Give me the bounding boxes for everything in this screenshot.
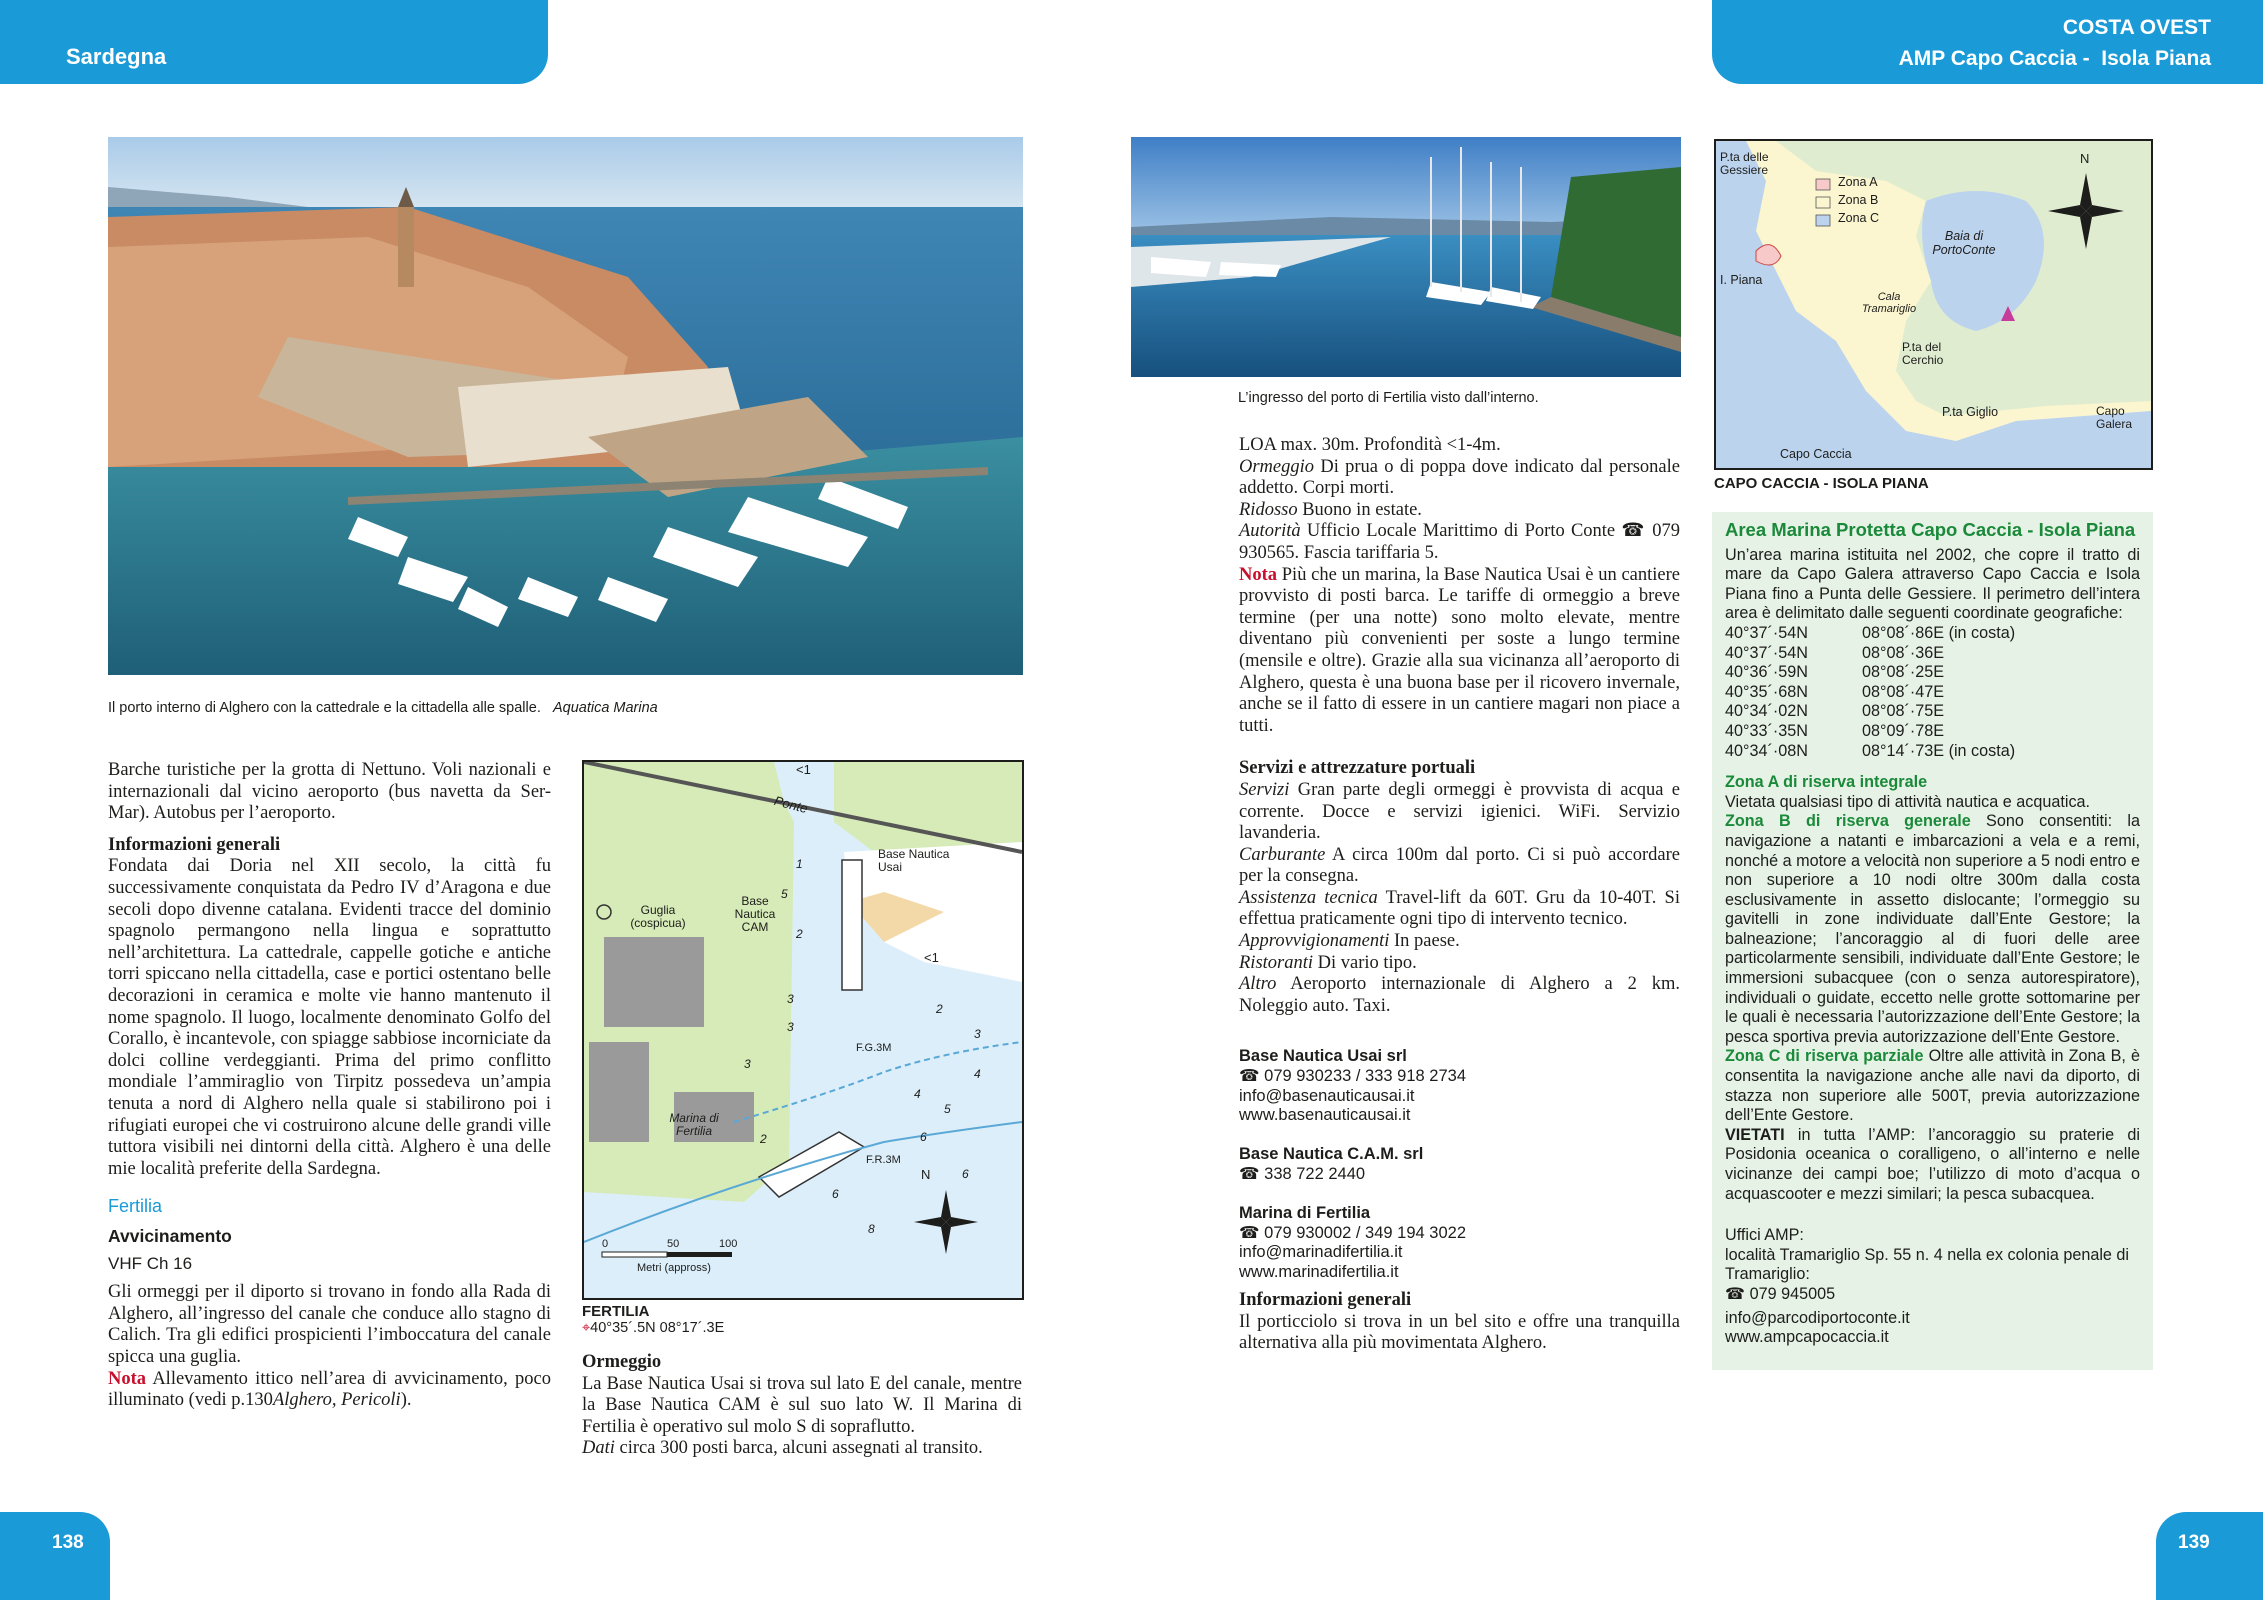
general-info-paragraph: Il porticciolo si trova in un bel sito e offre una tranquilla alternativa alla più movimentata Alghero. <box>1239 1311 1680 1354</box>
depth-sounding: 2 <box>760 1132 767 1146</box>
contact-website[interactable]: www.basenauticausai.it <box>1239 1106 1411 1125</box>
service-item: Carburante A circa 100m dal porto. Ci si può accordare per la consegna. <box>1239 844 1680 887</box>
north-label: N <box>2080 151 2090 166</box>
middle-column <box>1239 435 1680 1017</box>
fertilia-map-title: FERTILIA <box>582 1303 650 1320</box>
section-title: Sardegna <box>66 44 167 69</box>
section-tab-left <box>0 0 548 84</box>
service-item: Servizi Gran parte degli ormeggi è provvista di acqua e corrente. Docce e servizi igienici. WiFi. Servizio lavanderia. <box>1239 779 1680 844</box>
nota-paragraph: Nota Più che un marina, la Base Nautica Usai è un cantiere provvisto di posti barca. Le tariffe di ormeggio a breve termine (per una notte) sono molto elevate, mentre diventano più convenienti per soste a lungo termine (mensile e oltre). Grazie alla sua vicinanza all’aeroporto di Alghero, questa è una buona base per il ricovero invernale, anche se il fatto di essere in un cantiere magari non piace a tutti. <box>1239 564 1680 736</box>
map-place-label: Capo Caccia <box>1780 447 1852 461</box>
region-title: COSTA OVEST <box>2062 16 2211 39</box>
service-item: Assistenza tecnica Travel-lift da 60T. Gru da 10-40T. Si effettua praticamente ogni tipo di intervento tecnico. <box>1239 887 1680 930</box>
fertilia-map-coords: ⌖40°35´.5N 08°17´.3E <box>582 1320 725 1336</box>
depth-label: <1 <box>924 950 939 965</box>
ormeggio-paragraph: La Base Nautica Usai si trova sul lato E del canale, mentre la Base Nautica CAM è sul suo lato W. Il Marina di Fertilia è operativo sul molo S di sopraflutto. <box>582 1373 1022 1437</box>
info-paragraph: Fondata dai Doria nel XII secolo, la città fu successivamente conquistata da Pedro IV d’Aragona e due secoli dopo divenne catalana. Evidenti tracce del dominio spagnolo permangono nella lingua e soprattutto nell’architettura. La cattedrale, cappelle gotiche e antiche torri spiccano nella cittadella, case e portici ostentano belle decorazioni in ceramica e molte vie hanno mantenuto il nome spagnolo. Il luogo, localmente denominato Golfo del Corallo, è incantevole, con spiagge sabbiose incorniciate da dolci colline verdeggianti. Prima del primo conflitto mondiale l’ammiraglio von Tirpitz possedeva un’ampia tenuta a nord di Alghero nella quale si stabilirono poi i rifugiati europei che vi costruirono alcune delle grandi ville tuttora visibili nei dintorni della città. Alghero è una delle mie località preferite della Sardegna. <box>108 856 551 1179</box>
capo-caccia-map-graphic <box>1716 141 2151 468</box>
amp-title: Area Marina Protetta Capo Caccia - Isola Piana <box>1725 519 2136 540</box>
approach-paragraph: Gli ormeggi per il diporto si trovano in fondo alla Rada di Alghero, all’ingresso del canale che conduce allo stagno di Calich. Tra gli edifici prospicienti l’imboccatura del canale spicca una guglia. <box>108 1282 551 1368</box>
fertilia-harbour-plan <box>582 760 1024 1300</box>
chapter-title: AMP Capo Caccia - Isola Piana <box>1898 47 2211 70</box>
coordinate-row: 40°37´·54N 08°08´·36E <box>1725 643 1945 662</box>
scale-tick: 100 <box>719 1238 738 1250</box>
servizi-heading: Servizi e attrezzature portuali <box>1239 758 1476 779</box>
vhf-channel: VHF Ch 16 <box>108 1254 193 1274</box>
general-info-block <box>1239 1290 1680 1355</box>
scale-caption: Metri (appross) <box>637 1262 711 1274</box>
amp-intro: Un’area marina istituita nel 2002, che copre il tratto di mare da Capo Galera attraverso Capo Caccia e Isola Piana fino a Punta delle Gessiere. Il perimetro dell’intera area è delimitato dalle seguenti coordinate geografiche: <box>1725 545 2140 623</box>
scale-tick: 50 <box>667 1238 680 1250</box>
contact-name: Marina di Fertilia <box>1239 1203 1371 1222</box>
contact-phone: ☎ 338 722 2440 <box>1239 1164 1366 1183</box>
alghero-caption: Il porto interno di Alghero con la cattedrale e la cittadella alle spalle. Aquatica Marina <box>108 700 658 716</box>
general-info-heading: Informazioni generali <box>1239 1290 1412 1310</box>
zona-a-text: Vietata qualsiasi tipo di attività nautica e acquatica. <box>1725 792 2091 811</box>
legend-zone-b: Zona B <box>1838 193 1879 207</box>
page-number: 138 <box>52 1532 84 1553</box>
legend-zone-a: Zona A <box>1838 175 1878 189</box>
amp-info-box <box>1712 512 2153 1370</box>
legend-zone-c: Zona C <box>1838 211 1879 225</box>
scale-tick: 0 <box>602 1238 609 1250</box>
map-place-label: I. Piana <box>1720 273 1763 287</box>
coordinate-row: 40°36´·59N 08°08´·25E <box>1725 663 1945 682</box>
spire-label: Guglia (cospicua) <box>630 903 686 930</box>
zona-a-heading: Zona A di riserva integrale <box>1725 773 1928 792</box>
service-item: Altro Aeroporto internazionale di Alghero a 2 km. Noleggio auto. Taxi. <box>1239 974 1680 1016</box>
uffici-website[interactable]: www.ampcapocaccia.it <box>1725 1328 1889 1347</box>
light-label: F.R.3M <box>866 1154 901 1166</box>
page-number-tab-left <box>0 1512 110 1600</box>
coordinate-row: 40°34´·02N 08°08´·75E <box>1725 702 1945 721</box>
bridge-label: Ponte <box>772 792 810 817</box>
depth-sounding: 8 <box>868 1222 875 1236</box>
contact-name: Base Nautica C.A.M. srl <box>1239 1145 1424 1164</box>
depth-label: <1 <box>796 762 811 777</box>
left-column <box>108 760 551 1412</box>
service-item: Ristoranti Di vario tipo. <box>1239 952 1417 973</box>
contact-phone: ☎ 079 930002 / 349 194 3022 <box>1239 1223 1466 1242</box>
contact-email[interactable]: info@marinadifertilia.it <box>1239 1243 1403 1262</box>
service-item: Approvvigionamenti In paese. <box>1239 931 1460 952</box>
page-number-tab-right <box>2156 1512 2263 1600</box>
light-label: F.G.3M <box>856 1042 892 1054</box>
approach-note: Nota Allevamento ittico nell’area di avvicinamento, poco illuminato (vedi p.130Alghero, Pericoli). <box>108 1368 551 1411</box>
autorita-line: Autorità Ufficio Locale Marittimo di Porto Conte ☎ 079 930565. Fascia tariffaria 5. <box>1239 521 1680 563</box>
depth-sounding: 4 <box>974 1067 981 1081</box>
contact-email[interactable]: info@basenauticausai.it <box>1239 1086 1415 1105</box>
fertilia-heading: Fertilia <box>108 1196 163 1217</box>
usai-label: Base Nautica Usai <box>878 847 950 874</box>
marina-label: Marina di Fertilia <box>669 1111 719 1138</box>
depth-sounding: 3 <box>744 1057 751 1071</box>
depth-sounding: 3 <box>787 1020 794 1034</box>
alghero-photo <box>108 137 1023 675</box>
zona-b-paragraph: Zona B di riserva generale Sono consentiti: la navigazione a natanti e imbarcazioni a vela e a remi, nonché a motore a velocità non superiore a 5 nodi entro e non superiore a 10 nodi oltre 300m dalla costa esclusivamente in assetto dislocante; l’ormeggio su gavitelli in zone individuate dall’Ente Gestore; la balneazione; l’ancoraggio al di fuori delle aree particolarmente sensibili, individuate dall’Ente Gestore; le immersioni subacquee (con o senza autorespiratore), individuali o guidate, eccetto nelle grotte sottomarine per le quali è necessaria l’autorizzazione dell’Ente Gestore; la pesca sportiva previa autorizzazione dell’Ente Gestore. <box>1725 812 2140 1046</box>
approach-heading: Avvicinamento <box>108 1226 232 1247</box>
map-place-label: P.ta Giglio <box>1942 405 1999 419</box>
fertilia-chart-graphic <box>584 762 1022 1298</box>
depth-sounding: 5 <box>944 1102 951 1116</box>
depth-sounding: 6 <box>832 1187 839 1201</box>
uffici-address: località Tramariglio Sp. 55 n. 4 nella ex colonia penale di Tramariglio: <box>1725 1245 2130 1284</box>
depth-sounding: 2 <box>796 927 803 941</box>
map-place-label: Baia di PortoConte <box>1932 229 1996 257</box>
depth-sounding: 6 <box>920 1130 927 1144</box>
page-number: 139 <box>2178 1532 2210 1553</box>
fertilia-photo <box>1131 137 1681 377</box>
map-place-label: P.ta del Cerchio <box>1902 340 1944 367</box>
vietati-paragraph: VIETATI in tutta l’AMP: l’ancoraggio su praterie di Posidonia oceanica o coralligeno, o all’interno e nelle vicinanze dei campi boe; l’utilizzo di moto d’acqua o acquascooter e mezzi similari; la pesca subacquea. <box>1725 1125 2140 1203</box>
coordinate-row: 40°34´·08N 08°14´·73E (in costa) <box>1725 741 2016 760</box>
uffici-phone: ☎ 079 945005 <box>1725 1284 1836 1303</box>
cam-label: Base Nautica CAM <box>734 894 776 934</box>
fertilia-photo-caption: L’ingresso del porto di Fertilia visto dall’interno. <box>1238 390 1539 406</box>
depth-sounding: 6 <box>962 1167 969 1181</box>
depth-sounding: 5 <box>781 887 788 901</box>
uffici-label: Uffici AMP: <box>1725 1226 1804 1245</box>
map-place-label: Cala Tramariglio <box>1861 291 1917 315</box>
ormeggio-heading: Ormeggio <box>582 1352 662 1372</box>
contact-website[interactable]: www.marinadifertilia.it <box>1239 1263 1399 1282</box>
contacts-block <box>1239 1047 1680 1283</box>
zona-c-paragraph: Zona C di riserva parziale Oltre alle attività in Zona B, è consentita la navigazione anche alle navi da diporto, di stazza non superiore alle 500T, previa autorizzazione dell’Ente Gestore. <box>1725 1047 2140 1125</box>
map-place-label: P.ta delle Gessiere <box>1720 150 1769 177</box>
coordinate-row: 40°37´·54N 08°08´·86E (in costa) <box>1725 623 2016 642</box>
depth-sounding: 4 <box>914 1087 921 1101</box>
info-heading: Informazioni generali <box>108 834 281 855</box>
capo-caccia-map <box>1714 139 2153 470</box>
dati-paragraph: Dati circa 300 posti barca, alcuni assegnati al transito. <box>582 1438 983 1459</box>
section-tab-right <box>1712 0 2263 84</box>
depth-sounding: 1 <box>796 857 803 871</box>
contact-phone: ☎ 079 930233 / 333 918 2734 <box>1239 1066 1466 1085</box>
intro-paragraph: Barche turistiche per la grotta di Nettuno. Voli nazionali e internazionali dal vicino aeroporto (bus navetta da Ser-Mar). Autobus per l’aeroporto. <box>108 760 551 824</box>
north-label: N <box>921 1167 931 1182</box>
map-place-label: Capo Galera <box>2096 404 2133 431</box>
uffici-email[interactable]: info@parcodiportoconte.it <box>1725 1308 1910 1327</box>
ridosso-line: Ridosso Buono in estate. <box>1239 499 1422 520</box>
ormeggio-block <box>582 1352 1022 1460</box>
contact-name: Base Nautica Usai srl <box>1239 1047 1407 1065</box>
depth-sounding: 2 <box>936 1002 943 1016</box>
depth-sounding: 3 <box>974 1027 981 1041</box>
ormeggio-line: Ormeggio Di prua o di poppa dove indicato dal personale addetto. Corpi morti. <box>1239 456 1680 499</box>
coordinate-row: 40°35´·68N 08°08´·47E <box>1725 682 1945 701</box>
coordinate-row: 40°33´·35N 08°09´·78E <box>1725 721 1945 740</box>
depth-sounding: 3 <box>787 992 794 1006</box>
capo-caccia-map-caption: CAPO CACCIA - ISOLA PIANA <box>1714 475 1929 492</box>
loa-line: LOA max. 30m. Profondità <1-4m. <box>1239 435 1501 455</box>
